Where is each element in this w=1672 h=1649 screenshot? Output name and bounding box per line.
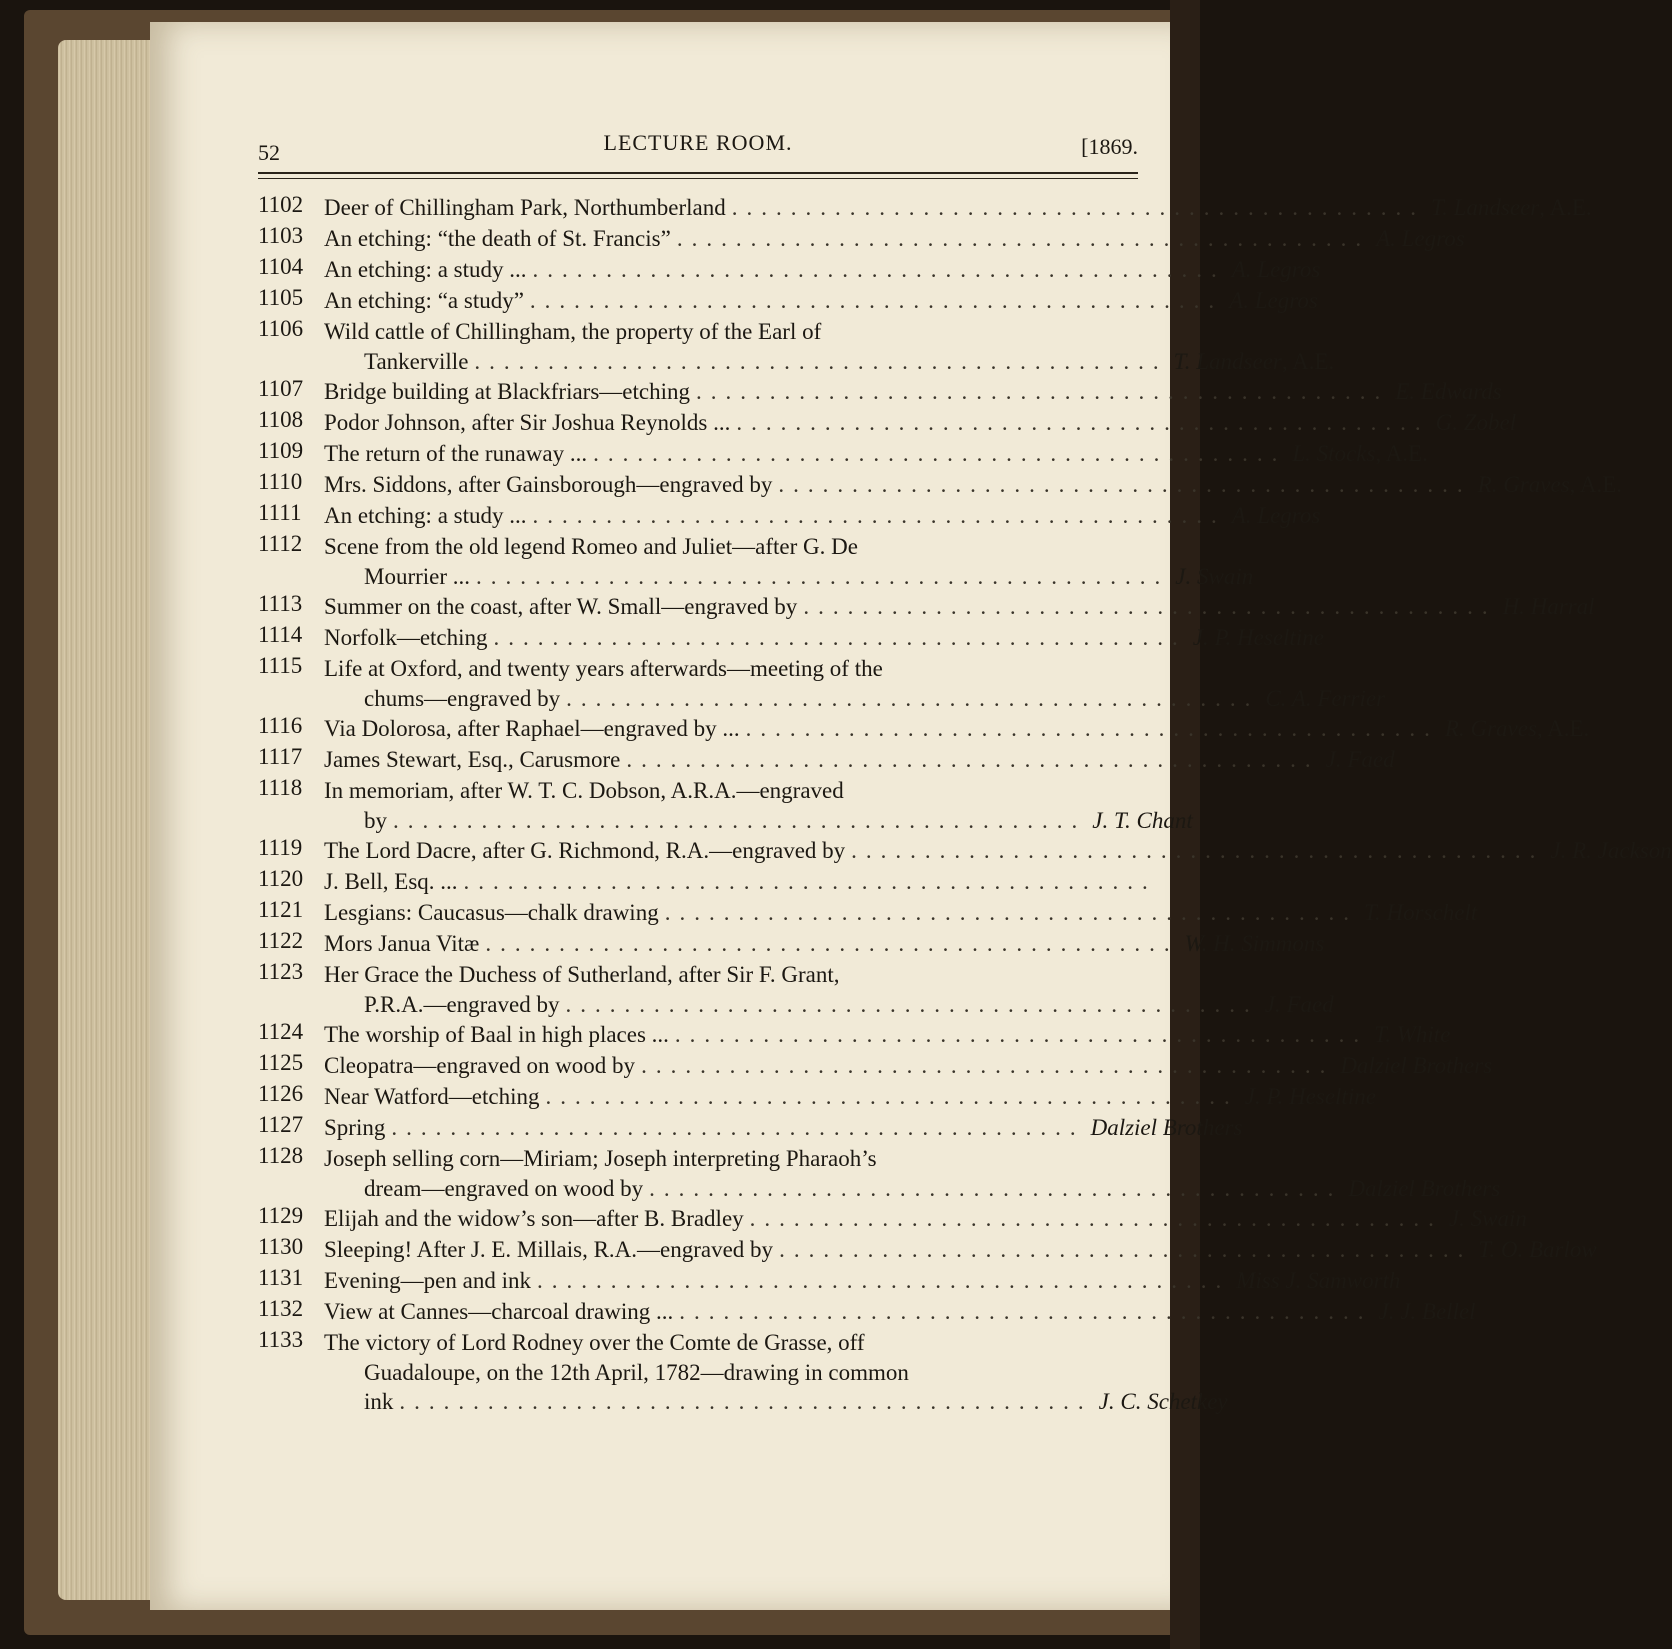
artist-name: T. Horschelt [1363,900,1478,925]
entry-body [324,622,1324,653]
leader-dots: ............................................... [674,1022,1369,1047]
entry-number: 1106 [258,316,304,341]
entry-number: 1109 [258,438,304,463]
page-edges [58,40,150,1600]
entry-title: Deer of Chillingham Park, Northumberland [324,195,726,220]
entry-body [324,653,1385,713]
leader-dots: ............................................... [679,1299,1373,1324]
entry-artist [1092,806,1193,835]
entry-body [324,835,1672,866]
entry-number: 1121 [258,897,304,922]
entry-title-line [324,1081,1376,1112]
entry-artist [1340,1050,1492,1081]
entry-title-line [324,254,1320,285]
artist-name: E. Edwards [1395,379,1502,404]
leader-dots: ............................................... [532,257,1226,282]
entry-body [324,407,1516,438]
artist-name: J. Faed [1264,992,1334,1017]
entry-title: Summer on the coast, after W. Small—engraved by [324,594,798,619]
artist-suffix: , A.E. [1536,716,1590,741]
entry-title-line [324,928,1324,959]
artist-name: J. Swain [1175,564,1254,589]
entry-number: 1108 [258,407,304,432]
entry-title-continuation [324,1174,1500,1203]
catalogue-entry [258,1081,1376,1112]
entry-number: 1103 [258,223,304,248]
entry-title: Her Grace the Duchess of Sutherland, after Sir F. Grant, [324,962,840,987]
entry-title-line [324,866,1163,897]
entry-title: Lesgians: Caucasus—chalk drawing [324,900,659,925]
entry-body [324,285,1318,316]
entry-title-line [324,591,1595,622]
entry-number: 1124 [258,1019,304,1044]
page-year: [1869. [1081,134,1138,159]
artist-name: H. Harral [1502,594,1595,619]
entry-title: J. Bell, Esq. ... [324,869,458,894]
catalogue-entry [258,713,1590,744]
entry-body [324,1234,1597,1265]
entry-body [324,316,1334,376]
entry-artist [1436,407,1517,438]
entry-artist [1265,990,1334,1019]
artist-name: C. A. Ferrier [1265,686,1386,711]
entry-body [324,1296,1476,1327]
entry-number: 1129 [258,1203,304,1228]
entry-artist [1265,684,1385,713]
entry-number: 1126 [258,1081,304,1106]
entry-title: Wild cattle of Chillingham, the property of the Earl of [324,319,822,344]
entry-title-continuation [324,684,1385,713]
entry-number: 1117 [258,744,303,769]
entry-number: 1113 [258,591,303,616]
entry-title: The worship of Baal in high places ... [324,1022,669,1047]
artist-name: R. Graves [1477,472,1570,497]
entry-number: 1127 [258,1112,304,1137]
entry-title: An etching: “a study” [324,288,524,313]
catalogue-entry [258,192,1592,223]
entry-title-line [324,897,1477,928]
entry-number: 1123 [258,959,304,984]
leader-dots: ............................................... [641,1053,1335,1078]
entry-title: An etching: a study ... [324,257,527,282]
catalogue-entry [258,500,1321,531]
entry-artist [1348,1174,1500,1203]
entry-body [324,775,1193,835]
entry-title-continuation [324,1358,1228,1387]
entry-title: Scene from the old legend Romeo and Juliet—after G. De [324,534,858,559]
entry-title-line [324,376,1502,407]
artist-name: T. Landseer [1431,195,1540,220]
catalogue-entries [258,192,1672,1416]
entry-title-line [324,1265,1400,1296]
entry-artist [1431,192,1592,223]
entry-title-line [324,407,1516,438]
entry-artist [1503,591,1595,622]
entry-title-line [324,285,1318,316]
catalogue-entry [258,438,1428,469]
leader-dots: ............................................... [565,992,1259,1017]
header-rule-thin [258,178,1138,179]
entry-title-line [324,500,1320,531]
leader-dots: ............................................... [745,716,1439,741]
artist-name: G. Zobel [1435,410,1517,435]
entry-artist [1174,347,1335,376]
leader-dots: ............................................... [476,564,1170,589]
leader-dots: ............................................... [593,441,1287,466]
artist-name: Dalziel Brothers [1340,1053,1493,1078]
entry-body [324,376,1502,407]
leader-dots: ............................................... [803,594,1497,619]
artist-name: A. Legros [1376,226,1465,251]
entry-artist [1445,713,1589,744]
leader-dots: ............................................... [463,869,1157,894]
catalogue-entry [258,407,1517,438]
entry-artist [1245,1081,1376,1112]
entry-artist [1364,897,1477,928]
catalogue-entry [258,835,1672,866]
page-header [258,130,1138,170]
entry-artist [1175,562,1253,591]
entry-title: Mourrier ... [364,564,471,589]
entry-title-line [324,835,1672,866]
entry-title: Podor Johnson, after Sir Joshua Reynolds ... [324,410,731,435]
catalogue-entry [258,744,1395,775]
entry-number: 1132 [258,1296,304,1321]
artist-name: T. White [1374,1022,1451,1047]
catalogue-entry [258,1112,1243,1143]
artist-name: J. P. Heseltine [1192,625,1324,650]
entry-number: 1122 [258,928,304,953]
entry-number: 1120 [258,866,304,891]
catalogue-entry [258,254,1321,285]
leader-dots: ............................................... [676,226,1371,251]
entry-body [324,500,1320,531]
entry-number: 1104 [258,254,304,279]
entry-title: Guadaloupe, on the 12th April, 1782—drawing in common [364,1360,909,1385]
leader-dots: ............................................... [545,1084,1239,1109]
entry-body [324,192,1592,223]
entry-body [324,713,1589,744]
entry-title: by [364,808,387,833]
entry-title: Norfolk—etching [324,625,488,650]
entry-title: Mors Janua Vitæ [324,931,480,956]
entry-title: Bridge building at Blackfriars—etching [324,379,690,404]
entry-body [324,591,1595,622]
entry-title-line [324,438,1428,469]
catalogue-entry [258,1203,1527,1234]
leader-dots: ............................................... [474,349,1168,374]
entry-body [324,438,1428,469]
entry-artist [1292,438,1427,469]
leader-dots: ............................................... [749,1206,1443,1231]
leader-dots: ............................................... [493,625,1187,650]
leader-dots: ............................................... [779,1237,1473,1262]
entry-body [324,744,1395,775]
entry-artist [1232,254,1321,285]
entry-number: 1128 [258,1143,304,1168]
entry-number: 1107 [258,376,304,401]
catalogue-entry [258,622,1324,653]
entry-title-line [324,1143,1500,1174]
entry-title: Tankerville [364,349,469,374]
entry-title-line [324,1019,1450,1050]
entry-title: View at Cannes—charcoal drawing ... [324,1299,674,1324]
catalogue-entry [258,285,1318,316]
artist-name: W. H. Simmons [1184,931,1325,956]
catalogue-entry [258,316,1335,376]
entry-artist [1376,223,1465,254]
entry-number: 1115 [258,653,303,678]
entry-body [324,223,1465,254]
leader-dots: ............................................... [626,747,1320,772]
entry-title-continuation [324,990,1334,1019]
entry-artist [1374,1019,1450,1050]
entry-number: 1105 [258,285,304,310]
leader-dots: ............................................... [696,379,1390,404]
entry-title-line [324,1296,1476,1327]
entry-title: Life at Oxford, and twenty years afterwards—meeting of the [324,656,883,681]
entry-title-line [324,775,1193,806]
artist-name: J. R. Jackson [1550,838,1672,863]
entry-title: Evening—pen and ink [324,1268,531,1293]
entry-number: 1118 [258,775,303,800]
entry-number: 1131 [258,1265,304,1290]
catalogue-entry [258,1050,1493,1081]
entry-artist [1478,1234,1596,1265]
entry-title: In memoriam, after W. T. C. Dobson, A.R.A.—engraved [324,778,844,803]
leader-dots: ............................................... [778,472,1472,497]
entry-artist [1449,1203,1527,1234]
entry-title-line [324,959,1334,990]
entry-title-line [324,622,1324,653]
page-number: 52 [258,140,280,165]
entry-body [324,1050,1492,1081]
entry-title: Sleeping! After J. E. Millais, R.A.—engraved by [324,1237,774,1262]
catalogue-entry [258,897,1478,928]
catalogue-entry [258,1296,1476,1327]
entry-number: 1114 [258,622,303,647]
leader-dots: ............................................... [566,686,1260,711]
entry-title: P.R.A.—engraved by [364,992,560,1017]
entry-body [324,1112,1242,1143]
entry-body [324,1203,1527,1234]
artist-name: L. Stocks [1292,441,1376,466]
artist-suffix: , A.E. [1375,441,1428,466]
entry-title-line [324,1112,1242,1143]
catalogue-entry [258,928,1325,959]
entry-body [324,928,1324,959]
entry-artist [1326,744,1395,775]
leader-dots: ............................................... [529,288,1224,313]
artist-name: A. Legros [1231,503,1321,528]
leader-dots: ............................................... [851,838,1545,863]
catalogue-entry [258,775,1193,835]
artist-name: J. J. Bellel [1378,1299,1476,1324]
entry-title-line [324,713,1589,744]
entry-number: 1119 [258,835,303,860]
entry-title: An etching: “the death of St. Francis” [324,226,671,251]
catalogue-entry [258,866,1157,897]
entry-title: James Stewart, Esq., Carusmore [324,747,621,772]
entry-artist [1236,1265,1400,1296]
entry-title-line [324,223,1465,254]
entry-title-line [324,653,1385,684]
entry-title: chums—engraved by [364,686,561,711]
artist-name: A. Legros [1229,288,1318,313]
leader-dots: ............................................... [536,1268,1231,1293]
entry-body [324,1081,1376,1112]
entry-title: dream—engraved on wood by [364,1176,644,1201]
entry-title: Near Watford—etching [324,1084,540,1109]
catalogue-entry [258,653,1386,713]
leader-dots: ............................................... [736,410,1430,435]
entry-title-line [324,316,1334,347]
catalogue-entry [258,959,1334,1019]
entry-title: The victory of Lord Rodney over the Comte de Grasse, off [324,1330,865,1355]
catalogue-entry [258,469,1623,500]
entry-title: ink [364,1389,394,1414]
entry-title-line [324,192,1592,223]
entry-title: An etching: a study ... [324,503,527,528]
header-rule-thick [258,172,1138,174]
entry-artist [1395,376,1502,407]
entry-artist [1232,500,1321,531]
entry-artist [1229,285,1318,316]
artist-name: J. T. Chant [1092,808,1193,833]
entry-number: 1111 [258,500,302,525]
artist-name: J. P. Heseltine [1244,1084,1376,1109]
entry-artist [1478,469,1622,500]
entry-number: 1102 [258,192,304,217]
entry-body [324,959,1334,1019]
leader-dots: ............................................... [485,931,1179,956]
artist-suffix: , A.E. [1539,195,1592,220]
catalogue-entry [258,1327,1228,1416]
entry-title-continuation [324,347,1334,376]
entry-number: 1112 [258,531,303,556]
artist-name: J. Swain [1448,1206,1527,1231]
artist-name: Dalziel Brothers [1090,1115,1243,1140]
entry-title: The Lord Dacre, after G. Richmond, R.A.—engraved by [324,838,846,863]
catalogue-entry [258,1234,1597,1265]
leader-dots: ............................................... [649,1176,1343,1201]
entry-body [324,1143,1500,1203]
entry-body [324,866,1163,897]
catalogue-entry [258,376,1502,407]
entry-artist [1185,928,1325,959]
artist-name: J. Faed [1325,747,1395,772]
entry-number: 1133 [258,1327,304,1352]
leader-dots: ............................................... [731,195,1426,220]
leader-dots: ............................................... [399,1389,1093,1414]
entry-title-continuation [324,562,1253,591]
entry-title-line [324,744,1395,775]
leader-dots: ............................................... [532,503,1226,528]
entry-title: Via Dolorosa, after Raphael—engraved by ... [324,716,740,741]
artist-name: R. Graves [1444,716,1537,741]
entry-artist [1193,622,1324,653]
entry-body [324,531,1253,591]
catalogue-entry [258,591,1595,622]
entry-artist [1379,1296,1476,1327]
entry-title-line [324,1234,1597,1265]
entry-artist [1550,835,1671,866]
entry-title: The return of the runaway ... [324,441,588,466]
catalogue-entry [258,1143,1501,1203]
entry-body [324,897,1477,928]
artist-suffix: , A.E. [1569,472,1623,497]
entry-artist [1091,1112,1243,1143]
entry-number: 1116 [258,713,303,738]
entry-title: Cleopatra—engraved on wood by [324,1053,636,1078]
entry-number: 1125 [258,1050,304,1075]
entry-title-line [324,469,1622,500]
artist-name: T. O. Barlow [1478,1237,1597,1262]
leader-dots: ............................................... [393,808,1087,833]
catalogue-entry [258,531,1254,591]
artist-suffix: , A.E. [1281,349,1335,374]
entry-title-line [324,1050,1492,1081]
artist-name: Miss J. Samworth [1236,1268,1401,1293]
entry-title-line [324,1327,1228,1358]
artist-name: J. C. Schetkey [1098,1389,1228,1414]
catalogue-entry [258,1019,1451,1050]
entry-title-line [324,1203,1527,1234]
catalogue-entry [258,1265,1401,1296]
leader-dots: ............................................... [391,1115,1085,1140]
entry-title: Spring [324,1115,386,1140]
entry-title: Elijah and the widow’s son—after B. Bradley [324,1206,744,1231]
catalogue-entry [258,223,1465,254]
page-title: LECTURE ROOM. [603,130,793,155]
artist-name: T. Landseer [1173,349,1282,374]
entry-number: 1110 [258,469,303,494]
entry-number: 1130 [258,1234,304,1259]
entry-artist [1099,1387,1228,1416]
leader-dots: ............................................... [664,900,1358,925]
entry-body [324,469,1622,500]
entry-body [324,1327,1228,1416]
entry-body [324,254,1320,285]
artist-name: A. Legros [1231,257,1321,282]
entry-title: Mrs. Siddons, after Gainsborough—engraved by [324,472,773,497]
artist-name: Dalziel Brothers [1348,1176,1501,1201]
entry-title-continuation [324,1387,1228,1416]
entry-body [324,1265,1400,1296]
entry-title-line [324,531,1253,562]
entry-title: Joseph selling corn—Miriam; Joseph interpreting Pharaoh’s [324,1146,877,1171]
entry-title-continuation [324,806,1193,835]
entry-body [324,1019,1450,1050]
